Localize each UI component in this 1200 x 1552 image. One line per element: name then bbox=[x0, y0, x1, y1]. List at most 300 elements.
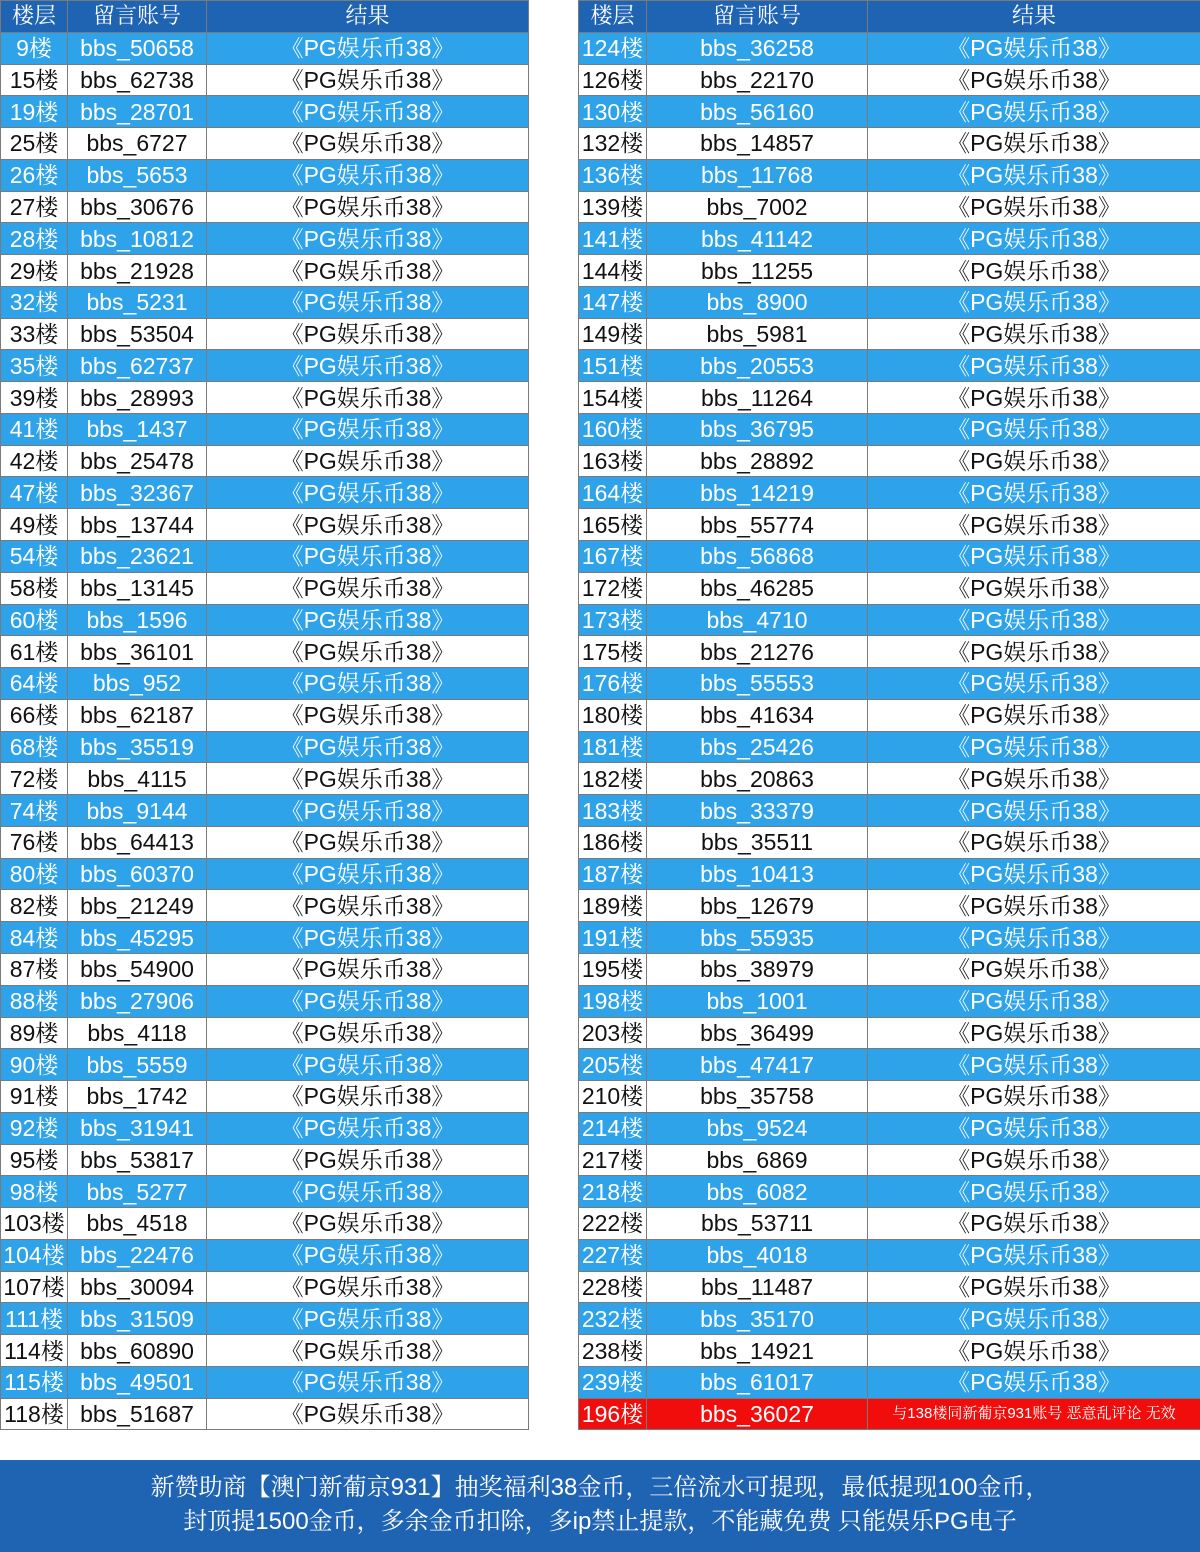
account-cell: bbs_1001 bbox=[647, 985, 868, 1017]
floor-cell: 228楼 bbox=[579, 1271, 647, 1303]
header-floor: 楼层 bbox=[1, 1, 68, 33]
account-cell: bbs_8900 bbox=[647, 286, 868, 318]
table-row bbox=[1, 445, 529, 477]
table-row bbox=[579, 64, 1200, 96]
header-result: 结果 bbox=[868, 1, 1200, 33]
result-cell: 《PG娱乐币38》 bbox=[207, 636, 529, 668]
result-cell: 《PG娱乐币38》 bbox=[207, 32, 529, 64]
account-cell: bbs_9524 bbox=[647, 1112, 868, 1144]
account-cell: bbs_35519 bbox=[68, 731, 207, 763]
result-cell: 《PG娱乐币38》 bbox=[207, 509, 529, 541]
table-row bbox=[1, 191, 529, 223]
floor-cell: 98楼 bbox=[1, 1176, 68, 1208]
result-cell: 《PG娱乐币38》 bbox=[207, 477, 529, 509]
result-cell: 《PG娱乐币38》 bbox=[207, 413, 529, 445]
result-cell: 《PG娱乐币38》 bbox=[868, 731, 1200, 763]
result-cell: 《PG娱乐币38》 bbox=[868, 477, 1200, 509]
table-row bbox=[579, 763, 1200, 795]
account-cell: bbs_28892 bbox=[647, 445, 868, 477]
account-cell: bbs_56868 bbox=[647, 541, 868, 573]
account-cell: bbs_22476 bbox=[68, 1239, 207, 1271]
floor-cell: 35楼 bbox=[1, 350, 68, 382]
table-row bbox=[579, 128, 1200, 160]
table-row bbox=[1, 1271, 529, 1303]
account-cell: bbs_1596 bbox=[68, 604, 207, 636]
table-row bbox=[1, 128, 529, 160]
table-row bbox=[579, 731, 1200, 763]
floor-cell: 66楼 bbox=[1, 699, 68, 731]
result-cell: 《PG娱乐币38》 bbox=[868, 350, 1200, 382]
table-row bbox=[579, 32, 1200, 64]
result-cell: 《PG娱乐币38》 bbox=[868, 64, 1200, 96]
result-cell: 《PG娱乐币38》 bbox=[207, 572, 529, 604]
floor-cell: 139楼 bbox=[579, 191, 647, 223]
floor-cell: 232楼 bbox=[579, 1303, 647, 1335]
table-row bbox=[579, 604, 1200, 636]
floor-cell: 39楼 bbox=[1, 382, 68, 414]
table-row bbox=[579, 350, 1200, 382]
result-cell: 《PG娱乐币38》 bbox=[207, 953, 529, 985]
result-cell: 《PG娱乐币38》 bbox=[207, 191, 529, 223]
floor-cell: 95楼 bbox=[1, 1144, 68, 1176]
table-row bbox=[579, 858, 1200, 890]
account-cell: bbs_62187 bbox=[68, 699, 207, 731]
header-account: 留言账号 bbox=[647, 1, 868, 33]
table-row bbox=[579, 1303, 1200, 1335]
result-cell: 《PG娱乐币38》 bbox=[207, 922, 529, 954]
result-cell: 《PG娱乐币38》 bbox=[868, 1112, 1200, 1144]
table-row bbox=[579, 922, 1200, 954]
table-row bbox=[1, 1049, 529, 1081]
floor-cell: 111楼 bbox=[1, 1303, 68, 1335]
result-cell: 《PG娱乐币38》 bbox=[207, 985, 529, 1017]
account-cell: bbs_64413 bbox=[68, 826, 207, 858]
account-cell: bbs_21276 bbox=[647, 636, 868, 668]
result-cell: 《PG娱乐币38》 bbox=[868, 1366, 1200, 1398]
table-row bbox=[1, 604, 529, 636]
floor-cell: 64楼 bbox=[1, 668, 68, 700]
floor-cell: 222楼 bbox=[579, 1208, 647, 1240]
table-row bbox=[579, 1335, 1200, 1367]
floor-cell: 58楼 bbox=[1, 572, 68, 604]
header-floor: 楼层 bbox=[579, 1, 647, 33]
result-cell: 《PG娱乐币38》 bbox=[207, 1144, 529, 1176]
table-row bbox=[579, 318, 1200, 350]
account-cell: bbs_952 bbox=[68, 668, 207, 700]
account-cell: bbs_25426 bbox=[647, 731, 868, 763]
table-row bbox=[579, 509, 1200, 541]
table-row bbox=[579, 699, 1200, 731]
table-row bbox=[1, 858, 529, 890]
result-cell: 《PG娱乐币38》 bbox=[868, 223, 1200, 255]
floor-cell: 26楼 bbox=[1, 159, 68, 191]
floor-cell: 136楼 bbox=[579, 159, 647, 191]
table-row bbox=[1, 731, 529, 763]
floor-cell: 167楼 bbox=[579, 541, 647, 573]
result-cell: 《PG娱乐币38》 bbox=[207, 1366, 529, 1398]
table-row bbox=[1, 477, 529, 509]
table-row bbox=[1, 1366, 529, 1398]
floor-cell: 172楼 bbox=[579, 572, 647, 604]
invalid-row bbox=[579, 1398, 1200, 1430]
account-cell: bbs_49501 bbox=[68, 1366, 207, 1398]
account-cell: bbs_4518 bbox=[68, 1208, 207, 1240]
floor-cell: 198楼 bbox=[579, 985, 647, 1017]
table-row bbox=[579, 636, 1200, 668]
account-cell: bbs_5231 bbox=[68, 286, 207, 318]
table-row bbox=[1, 985, 529, 1017]
account-cell: bbs_10812 bbox=[68, 223, 207, 255]
result-cell: 《PG娱乐币38》 bbox=[868, 541, 1200, 573]
floor-cell: 239楼 bbox=[579, 1366, 647, 1398]
account-cell: bbs_20863 bbox=[647, 763, 868, 795]
sponsor-footer bbox=[0, 1460, 1200, 1552]
floor-cell: 151楼 bbox=[579, 350, 647, 382]
result-cell: 《PG娱乐币38》 bbox=[207, 604, 529, 636]
table-row bbox=[1, 64, 529, 96]
account-cell: bbs_36027 bbox=[647, 1398, 868, 1430]
floor-cell: 130楼 bbox=[579, 96, 647, 128]
table-row bbox=[1, 1398, 529, 1430]
floor-cell: 180楼 bbox=[579, 699, 647, 731]
floor-cell: 33楼 bbox=[1, 318, 68, 350]
account-cell: bbs_5653 bbox=[68, 159, 207, 191]
right-results-table bbox=[578, 0, 1200, 1430]
floor-cell: 72楼 bbox=[1, 763, 68, 795]
account-cell: bbs_4118 bbox=[68, 1017, 207, 1049]
floor-cell: 107楼 bbox=[1, 1271, 68, 1303]
result-cell: 《PG娱乐币38》 bbox=[207, 826, 529, 858]
floor-cell: 205楼 bbox=[579, 1049, 647, 1081]
result-cell: 《PG娱乐币38》 bbox=[868, 318, 1200, 350]
invalid-note: 与138楼同新葡京931账号 恶意乱评论 无效 bbox=[868, 1398, 1200, 1430]
table-row bbox=[1, 668, 529, 700]
table-row bbox=[579, 890, 1200, 922]
floor-cell: 126楼 bbox=[579, 64, 647, 96]
account-cell: bbs_36101 bbox=[68, 636, 207, 668]
table-row bbox=[1, 1144, 529, 1176]
result-cell: 《PG娱乐币38》 bbox=[868, 826, 1200, 858]
floor-cell: 124楼 bbox=[579, 32, 647, 64]
result-cell: 《PG娱乐币38》 bbox=[207, 1335, 529, 1367]
account-cell: bbs_1742 bbox=[68, 1081, 207, 1113]
result-cell: 《PG娱乐币38》 bbox=[207, 318, 529, 350]
account-cell: bbs_5981 bbox=[647, 318, 868, 350]
table-row bbox=[579, 1144, 1200, 1176]
floor-cell: 210楼 bbox=[579, 1081, 647, 1113]
table-row bbox=[1, 350, 529, 382]
table-row bbox=[1, 1303, 529, 1335]
table-row bbox=[579, 382, 1200, 414]
floor-cell: 29楼 bbox=[1, 255, 68, 287]
table-header-row bbox=[1, 1, 529, 33]
floor-cell: 91楼 bbox=[1, 1081, 68, 1113]
floor-cell: 103楼 bbox=[1, 1208, 68, 1240]
account-cell: bbs_60370 bbox=[68, 858, 207, 890]
floor-cell: 84楼 bbox=[1, 922, 68, 954]
table-row bbox=[579, 286, 1200, 318]
account-cell: bbs_45295 bbox=[68, 922, 207, 954]
floor-cell: 227楼 bbox=[579, 1239, 647, 1271]
result-cell: 《PG娱乐币38》 bbox=[868, 604, 1200, 636]
table-row bbox=[579, 668, 1200, 700]
floor-cell: 160楼 bbox=[579, 413, 647, 445]
floor-cell: 187楼 bbox=[579, 858, 647, 890]
floor-cell: 80楼 bbox=[1, 858, 68, 890]
result-cell: 《PG娱乐币38》 bbox=[207, 286, 529, 318]
table-row bbox=[1, 382, 529, 414]
account-cell: bbs_10413 bbox=[647, 858, 868, 890]
result-cell: 《PG娱乐币38》 bbox=[868, 668, 1200, 700]
table-row bbox=[1, 286, 529, 318]
floor-cell: 173楼 bbox=[579, 604, 647, 636]
account-cell: bbs_23621 bbox=[68, 541, 207, 573]
account-cell: bbs_13744 bbox=[68, 509, 207, 541]
floor-cell: 238楼 bbox=[579, 1335, 647, 1367]
table-row bbox=[1, 826, 529, 858]
floor-cell: 60楼 bbox=[1, 604, 68, 636]
floor-cell: 87楼 bbox=[1, 953, 68, 985]
result-cell: 《PG娱乐币38》 bbox=[868, 191, 1200, 223]
result-cell: 《PG娱乐币38》 bbox=[868, 858, 1200, 890]
floor-cell: 88楼 bbox=[1, 985, 68, 1017]
floor-cell: 176楼 bbox=[579, 668, 647, 700]
table-row bbox=[579, 477, 1200, 509]
table-row bbox=[579, 413, 1200, 445]
result-cell: 《PG娱乐币38》 bbox=[868, 1049, 1200, 1081]
table-row bbox=[579, 1176, 1200, 1208]
result-cell: 《PG娱乐币38》 bbox=[207, 731, 529, 763]
floor-cell: 163楼 bbox=[579, 445, 647, 477]
account-cell: bbs_36258 bbox=[647, 32, 868, 64]
account-cell: bbs_4710 bbox=[647, 604, 868, 636]
table-row bbox=[1, 763, 529, 795]
account-cell: bbs_30676 bbox=[68, 191, 207, 223]
account-cell: bbs_21249 bbox=[68, 890, 207, 922]
account-cell: bbs_20553 bbox=[647, 350, 868, 382]
result-cell: 《PG娱乐币38》 bbox=[207, 96, 529, 128]
account-cell: bbs_41634 bbox=[647, 699, 868, 731]
floor-cell: 141楼 bbox=[579, 223, 647, 255]
result-cell: 《PG娱乐币38》 bbox=[868, 445, 1200, 477]
account-cell: bbs_55553 bbox=[647, 668, 868, 700]
table-row bbox=[1, 32, 529, 64]
result-cell: 《PG娱乐币38》 bbox=[868, 1144, 1200, 1176]
result-cell: 《PG娱乐币38》 bbox=[207, 445, 529, 477]
footer-line-2: 封顶提1500金币，多余金币扣除，多ip禁止提款，不能藏免费 只能娱乐PG电子 bbox=[183, 1508, 1017, 1535]
table-row bbox=[1, 1081, 529, 1113]
table-row bbox=[1, 1017, 529, 1049]
result-cell: 《PG娱乐币38》 bbox=[207, 1112, 529, 1144]
table-row bbox=[1, 1176, 529, 1208]
result-cell: 《PG娱乐币38》 bbox=[868, 1017, 1200, 1049]
account-cell: bbs_36795 bbox=[647, 413, 868, 445]
floor-cell: 214楼 bbox=[579, 1112, 647, 1144]
result-cell: 《PG娱乐币38》 bbox=[868, 699, 1200, 731]
result-cell: 《PG娱乐币38》 bbox=[207, 1398, 529, 1430]
header-result: 结果 bbox=[207, 1, 529, 33]
table-row bbox=[1, 159, 529, 191]
floor-cell: 15楼 bbox=[1, 64, 68, 96]
table-row bbox=[1, 953, 529, 985]
result-cell: 《PG娱乐币38》 bbox=[868, 413, 1200, 445]
result-cell: 《PG娱乐币38》 bbox=[207, 1239, 529, 1271]
account-cell: bbs_11768 bbox=[647, 159, 868, 191]
table-row bbox=[579, 1049, 1200, 1081]
result-cell: 《PG娱乐币38》 bbox=[207, 890, 529, 922]
result-cell: 《PG娱乐币38》 bbox=[207, 1049, 529, 1081]
account-cell: bbs_6082 bbox=[647, 1176, 868, 1208]
account-cell: bbs_21928 bbox=[68, 255, 207, 287]
floor-cell: 19楼 bbox=[1, 96, 68, 128]
floor-cell: 164楼 bbox=[579, 477, 647, 509]
floor-cell: 76楼 bbox=[1, 826, 68, 858]
account-cell: bbs_5559 bbox=[68, 1049, 207, 1081]
table-row bbox=[579, 1112, 1200, 1144]
account-cell: bbs_30094 bbox=[68, 1271, 207, 1303]
floor-cell: 92楼 bbox=[1, 1112, 68, 1144]
floor-cell: 165楼 bbox=[579, 509, 647, 541]
result-cell: 《PG娱乐币38》 bbox=[868, 1239, 1200, 1271]
account-cell: bbs_5277 bbox=[68, 1176, 207, 1208]
table-row bbox=[579, 255, 1200, 287]
floor-cell: 218楼 bbox=[579, 1176, 647, 1208]
account-cell: bbs_6727 bbox=[68, 128, 207, 160]
floor-cell: 28楼 bbox=[1, 223, 68, 255]
result-cell: 《PG娱乐币38》 bbox=[207, 1081, 529, 1113]
account-cell: bbs_32367 bbox=[68, 477, 207, 509]
result-cell: 《PG娱乐币38》 bbox=[207, 255, 529, 287]
floor-cell: 147楼 bbox=[579, 286, 647, 318]
table-row bbox=[579, 445, 1200, 477]
table-row bbox=[1, 1335, 529, 1367]
result-cell: 《PG娱乐币38》 bbox=[207, 159, 529, 191]
result-cell: 《PG娱乐币38》 bbox=[868, 32, 1200, 64]
result-cell: 《PG娱乐币38》 bbox=[207, 699, 529, 731]
table-row bbox=[579, 795, 1200, 827]
floor-cell: 149楼 bbox=[579, 318, 647, 350]
account-cell: bbs_22170 bbox=[647, 64, 868, 96]
floor-cell: 203楼 bbox=[579, 1017, 647, 1049]
table-row bbox=[1, 509, 529, 541]
result-cell: 《PG娱乐币38》 bbox=[868, 1208, 1200, 1240]
floor-cell: 68楼 bbox=[1, 731, 68, 763]
account-cell: bbs_31941 bbox=[68, 1112, 207, 1144]
account-cell: bbs_54900 bbox=[68, 953, 207, 985]
footer-line-1: 新赞助商【澳门新葡京931】抽奖福利38金币，三倍流水可提现，最低提现100金币， bbox=[150, 1474, 1050, 1501]
account-cell: bbs_35758 bbox=[647, 1081, 868, 1113]
left-results-table bbox=[0, 0, 529, 1430]
table-row bbox=[579, 826, 1200, 858]
account-cell: bbs_53711 bbox=[647, 1208, 868, 1240]
account-cell: bbs_6869 bbox=[647, 1144, 868, 1176]
floor-cell: 49楼 bbox=[1, 509, 68, 541]
floor-cell: 186楼 bbox=[579, 826, 647, 858]
result-cell: 《PG娱乐币38》 bbox=[868, 96, 1200, 128]
table-row bbox=[1, 413, 529, 445]
result-cell: 《PG娱乐币38》 bbox=[868, 382, 1200, 414]
account-cell: bbs_11255 bbox=[647, 255, 868, 287]
floor-cell: 132楼 bbox=[579, 128, 647, 160]
floor-cell: 175楼 bbox=[579, 636, 647, 668]
floor-cell: 144楼 bbox=[579, 255, 647, 287]
table-row bbox=[1, 572, 529, 604]
result-cell: 《PG娱乐币38》 bbox=[868, 128, 1200, 160]
header-account: 留言账号 bbox=[68, 1, 207, 33]
result-cell: 《PG娱乐币38》 bbox=[868, 1271, 1200, 1303]
floor-cell: 181楼 bbox=[579, 731, 647, 763]
floor-cell: 82楼 bbox=[1, 890, 68, 922]
result-cell: 《PG娱乐币38》 bbox=[868, 795, 1200, 827]
account-cell: bbs_27906 bbox=[68, 985, 207, 1017]
account-cell: bbs_14921 bbox=[647, 1335, 868, 1367]
table-row bbox=[579, 953, 1200, 985]
account-cell: bbs_4115 bbox=[68, 763, 207, 795]
account-cell: bbs_13145 bbox=[68, 572, 207, 604]
table-row bbox=[579, 1271, 1200, 1303]
result-cell: 《PG娱乐币38》 bbox=[868, 159, 1200, 191]
result-cell: 《PG娱乐币38》 bbox=[207, 128, 529, 160]
account-cell: bbs_38979 bbox=[647, 953, 868, 985]
account-cell: bbs_55774 bbox=[647, 509, 868, 541]
table-row bbox=[579, 159, 1200, 191]
table-row bbox=[579, 541, 1200, 573]
result-cell: 《PG娱乐币38》 bbox=[868, 286, 1200, 318]
floor-cell: 191楼 bbox=[579, 922, 647, 954]
result-cell: 《PG娱乐币38》 bbox=[868, 509, 1200, 541]
table-row bbox=[1, 541, 529, 573]
result-cell: 《PG娱乐币38》 bbox=[207, 763, 529, 795]
floor-cell: 41楼 bbox=[1, 413, 68, 445]
account-cell: bbs_14219 bbox=[647, 477, 868, 509]
floor-cell: 154楼 bbox=[579, 382, 647, 414]
account-cell: bbs_35170 bbox=[647, 1303, 868, 1335]
floor-cell: 89楼 bbox=[1, 1017, 68, 1049]
table-row bbox=[579, 572, 1200, 604]
account-cell: bbs_28993 bbox=[68, 382, 207, 414]
account-cell: bbs_14857 bbox=[647, 128, 868, 160]
table-row bbox=[1, 96, 529, 128]
account-cell: bbs_62737 bbox=[68, 350, 207, 382]
result-cell: 《PG娱乐币38》 bbox=[868, 985, 1200, 1017]
floor-cell: 118楼 bbox=[1, 1398, 68, 1430]
result-cell: 《PG娱乐币38》 bbox=[207, 350, 529, 382]
account-cell: bbs_11264 bbox=[647, 382, 868, 414]
account-cell: bbs_61017 bbox=[647, 1366, 868, 1398]
floor-cell: 104楼 bbox=[1, 1239, 68, 1271]
table-row bbox=[579, 985, 1200, 1017]
account-cell: bbs_36499 bbox=[647, 1017, 868, 1049]
floor-cell: 27楼 bbox=[1, 191, 68, 223]
result-cell: 《PG娱乐币38》 bbox=[207, 1017, 529, 1049]
account-cell: bbs_28701 bbox=[68, 96, 207, 128]
account-cell: bbs_56160 bbox=[647, 96, 868, 128]
result-cell: 《PG娱乐币38》 bbox=[207, 1303, 529, 1335]
account-cell: bbs_4018 bbox=[647, 1239, 868, 1271]
floor-cell: 196楼 bbox=[579, 1398, 647, 1430]
result-cell: 《PG娱乐币38》 bbox=[207, 541, 529, 573]
account-cell: bbs_60890 bbox=[68, 1335, 207, 1367]
result-cell: 《PG娱乐币38》 bbox=[207, 1271, 529, 1303]
table-row bbox=[579, 1081, 1200, 1113]
result-cell: 《PG娱乐币38》 bbox=[868, 572, 1200, 604]
table-header-row bbox=[579, 1, 1200, 33]
floor-cell: 183楼 bbox=[579, 795, 647, 827]
table-row bbox=[1, 1112, 529, 1144]
floor-cell: 90楼 bbox=[1, 1049, 68, 1081]
table-row bbox=[1, 318, 529, 350]
floor-cell: 32楼 bbox=[1, 286, 68, 318]
